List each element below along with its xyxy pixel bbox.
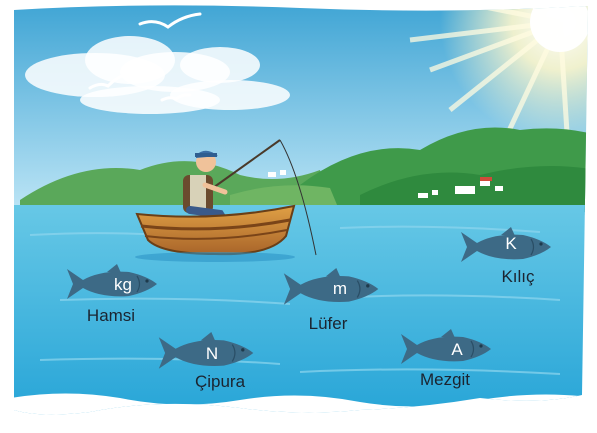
fish-name-lufer: Lüfer (308, 314, 348, 333)
fish-name-cipura: Çipura (194, 372, 246, 391)
fish-symbol-mezgit: A (451, 340, 463, 359)
fish-symbol-kilic: K (505, 234, 517, 253)
fish-name-mezgit: Mezgit (419, 370, 471, 389)
fish-symbol-cipura: N (205, 344, 219, 363)
fish-symbol-hamsi: kg (114, 275, 132, 294)
fish-name-hamsi: Hamsi (86, 306, 136, 325)
fish-name-kilic: Kılıç (501, 267, 535, 286)
bottom-wave (0, 393, 597, 433)
fish-symbol-lufer: m (332, 279, 348, 298)
